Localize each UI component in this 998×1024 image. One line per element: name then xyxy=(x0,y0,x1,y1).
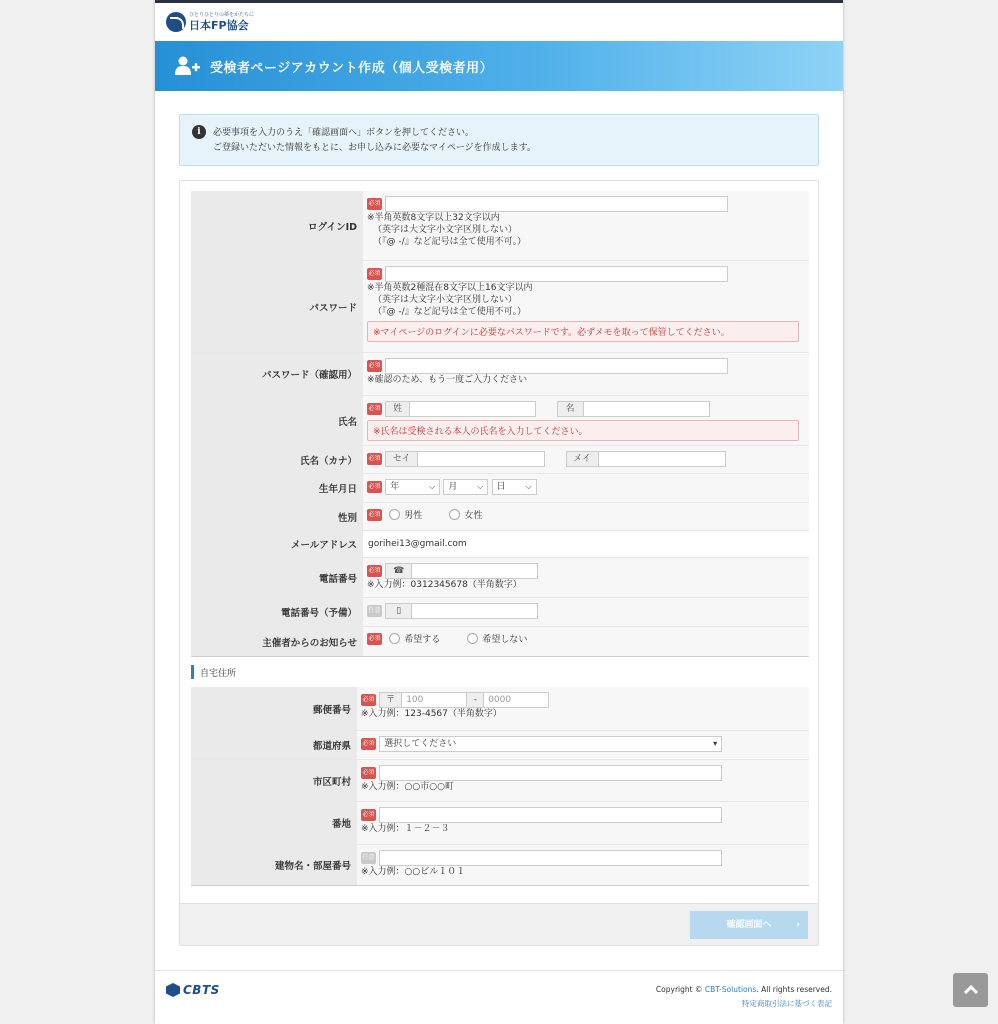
cbts-cube-icon xyxy=(166,983,180,997)
row-name xyxy=(191,396,809,446)
registration-form xyxy=(179,180,819,946)
password-warning: ※マイページのログインに必要なパスワードです。必ずメモを取って保管してください。 xyxy=(367,321,799,342)
notice-no-label[interactable]: 希望しない xyxy=(482,635,528,645)
birthday-label: 生年月日 xyxy=(191,474,363,502)
postal-mark: 〒 xyxy=(379,692,401,708)
address-section-header xyxy=(191,657,809,687)
required-badge: 必須 xyxy=(367,403,382,415)
password-note-2: （英字は大文字小文字区別しない） xyxy=(373,295,518,305)
chevron-down-icon: ⌵ xyxy=(477,482,484,491)
user-add-icon xyxy=(175,56,201,76)
name-warning: ※氏名は受検される本人の氏名を入力してください。 xyxy=(367,420,799,441)
login-id-input[interactable] xyxy=(385,196,728,212)
row-password-confirm xyxy=(191,353,809,396)
postal-input-2[interactable]: 0000 xyxy=(483,692,549,708)
row-prefecture xyxy=(191,731,809,760)
sei-addon: セイ xyxy=(385,451,417,467)
postal-label: 郵便番号 xyxy=(191,687,357,730)
row-kana xyxy=(191,446,809,474)
jfp-logo-mark-icon xyxy=(166,12,186,32)
login-id-label: ログインID xyxy=(191,191,363,260)
info-line-2: ご登録いただいた情報をもとに、お申し込みに必要なマイページを作成します。 xyxy=(213,143,536,153)
sei-input[interactable] xyxy=(417,451,545,467)
prefecture-select[interactable]: 選択してください ▾ xyxy=(379,736,722,752)
required-badge: 必須 xyxy=(367,360,382,372)
gender-label: 性別 xyxy=(191,503,363,530)
required-badge: 必須 xyxy=(361,809,376,821)
password-confirm-input[interactable] xyxy=(385,358,728,374)
legal-notice-link[interactable]: 特定商取引法に基づく表記 xyxy=(742,999,832,1008)
building-label: 建物名・部屋番号 xyxy=(191,845,357,885)
row-phone xyxy=(191,558,809,598)
required-badge: 必須 xyxy=(361,738,376,750)
row-building xyxy=(191,845,809,886)
city-label: 市区町村 xyxy=(191,760,357,801)
required-badge: 必須 xyxy=(361,694,376,706)
gender-female-label[interactable]: 女性 xyxy=(464,511,483,521)
chevron-right-icon: › xyxy=(796,920,800,930)
password-confirm-note: ※確認のため、もう一度ご入力ください xyxy=(367,375,528,385)
logo-tagline: ひとりひとりの夢をかたちに xyxy=(189,12,255,18)
jfp-logo[interactable] xyxy=(166,12,254,32)
copyright-pre: Copyright © xyxy=(655,985,703,994)
last-name-input[interactable] xyxy=(409,401,536,417)
info-circle-icon: i xyxy=(192,125,206,139)
gender-male-label[interactable]: 男性 xyxy=(404,511,423,521)
postal-dash: - xyxy=(467,692,483,708)
page-header xyxy=(155,41,843,91)
caret-down-icon: ▾ xyxy=(713,739,718,748)
optional-badge: 任意 xyxy=(361,852,376,864)
street-note: ※入力例：１－２－３ xyxy=(361,824,450,834)
info-line-1: 必要事項を入力のうえ「確認画面へ」ボタンを押してください。 xyxy=(213,128,475,138)
phone-note: ※入力例：0312345678（半角数字） xyxy=(367,580,522,590)
notice-label: 主催者からのお知らせ xyxy=(191,627,363,656)
confirm-button[interactable]: 確認画面へ › xyxy=(690,911,808,939)
row-street xyxy=(191,802,809,845)
row-city xyxy=(191,760,809,802)
mei-addon: メイ xyxy=(566,451,598,467)
gender-male-radio[interactable] xyxy=(389,509,400,520)
street-label: 番地 xyxy=(191,802,357,844)
required-badge: 必須 xyxy=(367,481,382,493)
phone-label: 電話番号 xyxy=(191,558,363,597)
row-login-id xyxy=(191,191,809,261)
required-badge: 必須 xyxy=(367,198,382,210)
birth-year-select[interactable]: 年 ⌵ xyxy=(385,479,440,495)
login-id-note-1: ※半角英数8文字以上32文字以内 xyxy=(367,213,500,223)
row-postal xyxy=(191,687,809,731)
required-badge: 必須 xyxy=(367,453,382,465)
address-section-label: 自宅住所 xyxy=(200,669,237,679)
notice-yes-radio[interactable] xyxy=(389,633,400,644)
birth-month-select[interactable]: 月 ⌵ xyxy=(443,479,488,495)
info-message xyxy=(179,114,819,166)
kana-label: 氏名（カナ） xyxy=(191,446,363,473)
building-input[interactable] xyxy=(379,850,722,866)
logo-name: 日本FP協会 xyxy=(189,19,249,32)
street-input[interactable] xyxy=(379,807,722,823)
phone2-input[interactable] xyxy=(411,603,538,619)
form-actions xyxy=(180,903,818,945)
logo-row xyxy=(155,3,843,41)
postal-note: ※入力例：123-4567（半角数字） xyxy=(361,709,502,719)
cbt-solutions-link[interactable]: CBT-Solutions xyxy=(704,985,757,994)
password-note-1: ※半角英数2種混在8文字以上16文字以内 xyxy=(367,283,533,293)
password-note-3: （『@ -/』など記号は全て使用不可。） xyxy=(373,307,527,317)
row-password xyxy=(191,261,809,353)
row-notice xyxy=(191,627,809,657)
page-container xyxy=(155,0,843,1024)
chevron-down-icon: ⌵ xyxy=(429,482,436,491)
footer xyxy=(155,970,843,1024)
postal-input-1[interactable]: 100 xyxy=(401,692,467,708)
gender-female-radio[interactable] xyxy=(449,509,460,520)
optional-badge: 任意 xyxy=(367,605,382,617)
mobile-phone-icon: ▯ xyxy=(385,603,411,619)
prefecture-label: 都道府県 xyxy=(191,731,357,759)
login-id-note-2: （英字は大文字小文字区別しない） xyxy=(373,225,518,235)
first-name-addon: 名 xyxy=(557,401,583,417)
row-email xyxy=(191,531,809,558)
login-id-note-3: （『@ -/』など記号は全て使用不可。） xyxy=(373,237,527,247)
password-label: パスワード xyxy=(191,261,363,352)
notice-no-radio[interactable] xyxy=(467,633,478,644)
city-input[interactable] xyxy=(379,765,722,781)
scroll-to-top-button[interactable] xyxy=(953,973,988,1007)
copyright xyxy=(656,983,832,1011)
last-name-addon: 姓 xyxy=(385,401,409,417)
mei-input[interactable] xyxy=(598,451,726,467)
chevron-up-icon xyxy=(964,984,978,994)
first-name-input[interactable] xyxy=(583,401,710,417)
copyright-post: . All rights reserved. xyxy=(756,985,832,994)
phone-input[interactable] xyxy=(411,563,538,579)
required-badge: 必須 xyxy=(367,509,382,521)
phone-icon: ☎ xyxy=(385,563,411,579)
email-value: gorihei13@gmail.com xyxy=(368,539,467,549)
row-birthday xyxy=(191,474,809,503)
required-badge: 必須 xyxy=(367,565,382,577)
name-label: 氏名 xyxy=(191,396,363,445)
required-badge: 必須 xyxy=(367,268,382,280)
building-note: ※入力例：○○ビル１０１ xyxy=(361,867,466,877)
page-title: 受検者ページアカウント作成（個人受検者用） xyxy=(210,60,494,76)
notice-yes-label[interactable]: 希望する xyxy=(404,635,441,645)
password-confirm-label: パスワード（確認用） xyxy=(191,353,363,395)
cbts-brand: CBTS xyxy=(183,983,220,997)
row-gender xyxy=(191,503,809,531)
city-note: ※入力例：○○市○○町 xyxy=(361,782,454,792)
phone2-label: 電話番号（予備） xyxy=(191,598,363,626)
chevron-down-icon: ⌵ xyxy=(525,482,532,491)
required-badge: 必須 xyxy=(361,767,376,779)
password-input[interactable] xyxy=(385,266,728,282)
row-phone2 xyxy=(191,598,809,627)
birth-day-select[interactable]: 日 ⌵ xyxy=(492,479,537,495)
cbts-logo[interactable] xyxy=(166,983,220,997)
email-label: メールアドレス xyxy=(191,531,363,557)
required-badge: 必須 xyxy=(367,633,382,645)
